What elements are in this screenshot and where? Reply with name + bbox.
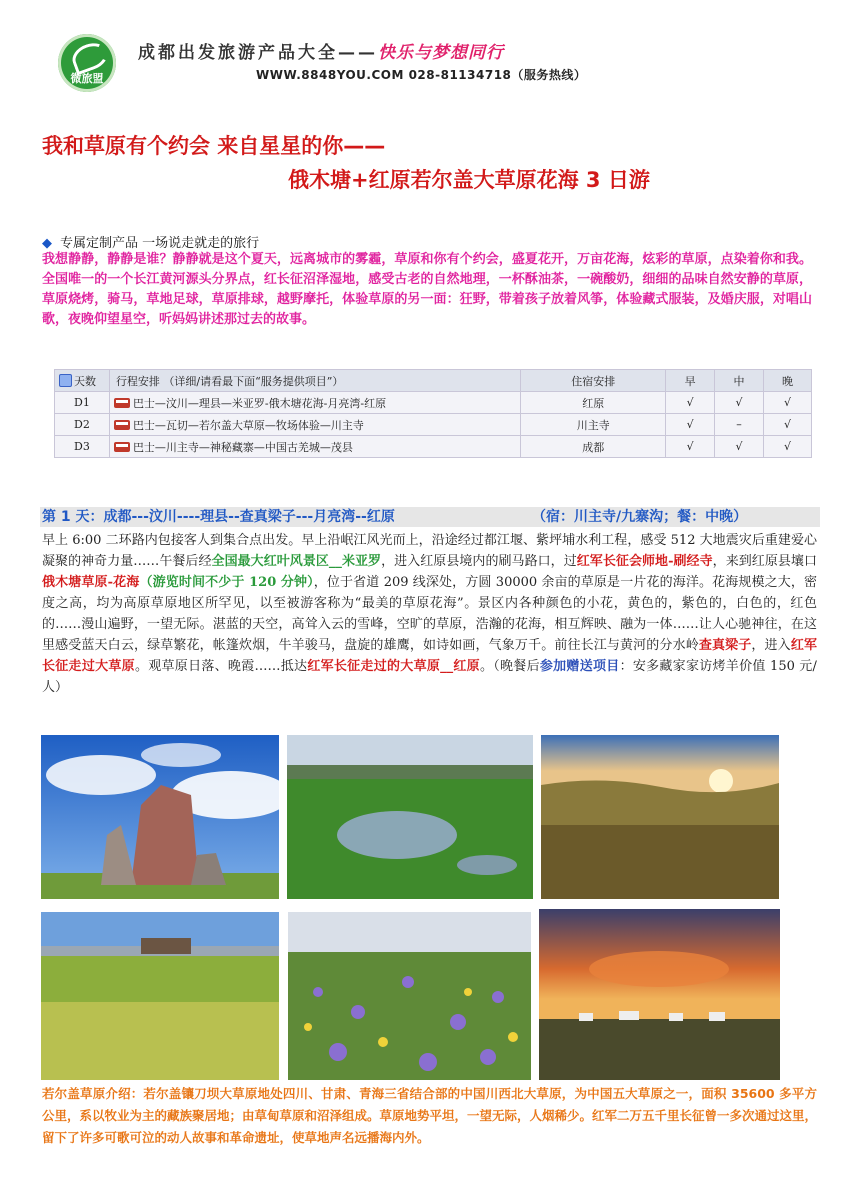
brand-slogan: 快乐与梦想同行 — [378, 43, 504, 63]
highlight-miyaluo: 全国最大红叶风景区__米亚罗 — [211, 554, 382, 569]
page-title-line1: 我和草原有个约会 来自星星的你—— — [42, 134, 386, 158]
highlight-redarmy: 红军长征走过大草原 — [42, 638, 817, 674]
day1-header — [40, 507, 820, 527]
photo-yellow-flowers — [41, 912, 279, 1080]
highlight-shuajingsi: 红军长征会师地-刷经寺 — [576, 554, 713, 569]
day1-meta: （宿：川主寺/九寨沟；餐：中晚） — [532, 509, 748, 525]
page-title-line2: 俄木塘+红原若尔盖大草原花海 3 日游 — [288, 168, 650, 192]
header-route: 行程安排 （详细/请看最下面“服务提供项目”） — [109, 370, 520, 392]
route-cell: 巴士—瓦切—若尔盖大草原—牧场体验—川主寺 — [109, 414, 520, 436]
header-dinner: 晚 — [763, 370, 811, 392]
bus-icon — [114, 398, 130, 408]
dinner-cell: √ — [763, 392, 811, 414]
highlight-duration: （游览时间不少于 120 分钟） — [139, 575, 314, 590]
highlight-chazhen: 查真梁子 — [698, 638, 752, 653]
photo-camp-sunset — [539, 909, 780, 1080]
schedule-table — [54, 369, 812, 458]
bus-icon — [114, 420, 130, 430]
photo-sunset-meadow — [541, 735, 779, 899]
header-day: 天数 — [55, 370, 110, 392]
table-row — [55, 414, 812, 436]
calendar-icon — [59, 374, 72, 387]
header-lunch: 中 — [715, 370, 764, 392]
lunch-cell: – — [715, 414, 764, 436]
breakfast-cell: √ — [666, 414, 715, 436]
header-breakfast: 早 — [666, 370, 715, 392]
route-cell: 巴士—川主寺—神秘藏寨—中国古羌城—茂县 — [109, 436, 520, 458]
route-cell: 巴士—汶川—理县—米亚罗-俄木塘花海-月亮湾-红原 — [109, 392, 520, 414]
dinner-cell: √ — [763, 414, 811, 436]
hotel-cell: 成都 — [521, 436, 666, 458]
header-hotel: 住宿安排 — [521, 370, 666, 392]
brand-title — [138, 38, 504, 63]
subtitle — [42, 232, 259, 251]
dinner-cell: √ — [763, 436, 811, 458]
day-cell: D3 — [55, 436, 110, 458]
day-cell: D1 — [55, 392, 110, 414]
grassland-intro: 若尔盖草原介绍：若尔盖镶刀坝大草原地处四川、甘肃、青海三省结合部的中国川西北大草原，为中国五大草原之一，面积 35600 多平方公里，系以牧业为主的藏族聚居地；由草甸草原和沼泽组成。草原地势平坦，一望无际，人烟稀少。红军二万五千里长征曾一多次通过这里，留下了许多可歌可泣的动人故事和革命遗址，使草地声名远播海内外。 — [42, 1086, 818, 1145]
highlight-bonus: 参加赠送项目 — [539, 659, 620, 674]
lunch-cell: √ — [715, 392, 764, 414]
photo-wetland-pond — [287, 735, 533, 899]
bus-icon — [114, 442, 130, 452]
logo — [58, 34, 116, 92]
intro-paragraph: 我想静静，静静是谁？静静就是这个夏天，远离城市的雾霾，草原和你有个约会，盛夏花开，万亩花海，炫彩的草原，点染着你和我。全国唯一的一个长江黄河源头分界点，红长征沼泽湿地，感受古老的自然地理，一杯酥油茶，一碗酸奶，细细的品味自然安静的草原，草原烧烤，骑马，草地足球，草原排球，越野摩托，体验草原的另一面：狂野，带着孩子放着风筝，体验藏式服装，及婚庆服，对唱山歌，夜晚仰望星空，听妈妈讲述那过去的故事。 — [42, 252, 812, 327]
breakfast-cell: √ — [666, 392, 715, 414]
table-row — [55, 436, 812, 458]
logo-text: 微旅盟 — [70, 72, 104, 85]
contact-line: WWW.8848YOU.COM 028-81134718（服务热线） — [256, 68, 587, 82]
photo-monument-rocks — [41, 735, 279, 899]
breakfast-cell: √ — [666, 436, 715, 458]
highlight-emutang: 俄木塘草原-花海 — [42, 575, 140, 590]
table-header-row — [55, 370, 812, 392]
hotel-cell: 川主寺 — [521, 414, 666, 436]
lunch-cell: √ — [715, 436, 764, 458]
table-row — [55, 392, 812, 414]
photo-purple-flowers — [288, 912, 531, 1080]
diamond-icon: ◆ — [42, 236, 52, 251]
hotel-cell: 红原 — [521, 392, 666, 414]
day-cell: D2 — [55, 414, 110, 436]
highlight-hongyuan: 红军长征走过的大草原__红原 — [307, 659, 480, 674]
day1-title: 第 1 天：成都---汶川----理县--查真梁子---月亮湾--红原 — [42, 509, 395, 525]
subtitle-text: 专属定制产品 一场说走就走的旅行 — [60, 236, 260, 251]
brand-name: 成都出发旅游产品大全—— — [138, 43, 378, 63]
day1-description: 早上 6:00 二环路内包接客人到集合点出发。早上沿岷江风光而上，沿途经过都江堰、紫坪埔水利工程，感受 512 大地震灾后重建爱心凝聚的神奇力量……午餐后经全国最大红叶风景区__米亚罗，进入红原县境内的刷马路口，过红军长征会师地-刷经寺，来到红原县壤口俄木塘草原-花海（游览时间不少于 120 分钟），位于省道 209 线深处，方圆 30000 余亩的草原是一片花的海洋。花海规模之大，密度之高，均为高原草原地区所罕见，以至被游客称为“最美的草原花海”。景区内各种颜色的小花，黄色的，紫色的，白色的，红色的……漫山遍野，一望无际。湛蓝的天空，高耸入云的雪峰，空旷的草原，浩瀚的花海，相互辉映、融为一体……让人心驰神往，在这里感受蓝天白云，绿草繁花，帐篷炊烟，牛羊骏马，盘旋的雄鹰，如诗如画，气象万千。前往长江与黄河的分水岭查真梁子，进入红军长征走过大草原。观草原日落、晚霞……抵达红军长征走过的大草原__红原。（晚餐后参加赠送项目：安多藏家家访烤羊价值 150 元/人） — [42, 533, 817, 695]
